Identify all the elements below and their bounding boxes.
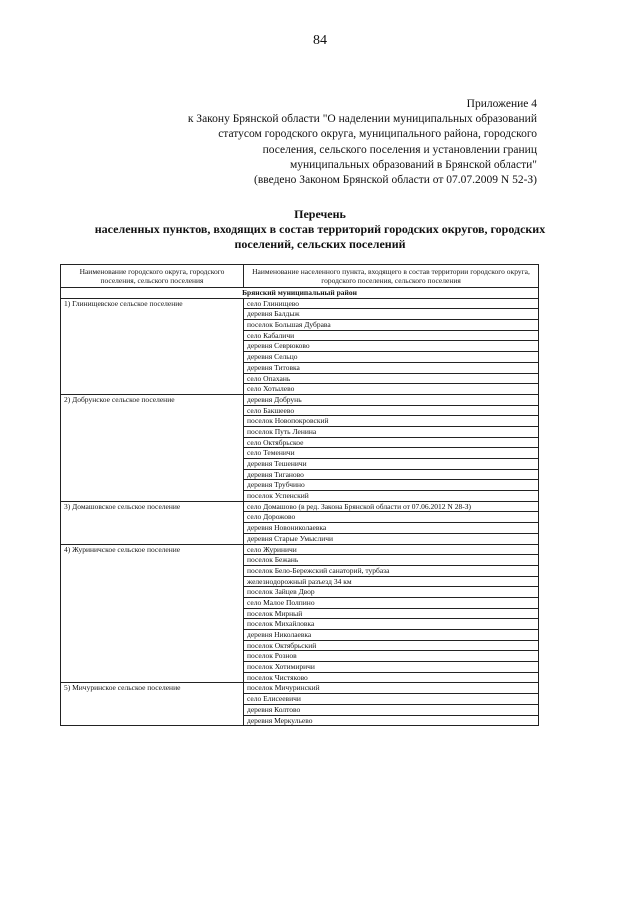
place-name: село Елисеевичи — [244, 694, 539, 705]
appendix-line: Приложение 4 — [466, 98, 537, 110]
place-name: поселок Успенский — [244, 491, 539, 502]
appendix-line: поселения, сельского поселения и установлении границ — [262, 143, 537, 156]
place-name: деревня Сельцо — [244, 352, 539, 363]
place-name: деревня Старые Умысличи — [244, 533, 539, 544]
district-row — [61, 288, 539, 299]
place-name: деревня Титовка — [244, 362, 539, 373]
place-name: село Октябрьское — [244, 437, 539, 448]
table-row — [61, 544, 539, 555]
place-name: поселок Новопокровский — [244, 416, 539, 427]
place-name: село Глинищево — [244, 298, 539, 309]
place-name: село Малое Полпино — [244, 597, 539, 608]
place-name: поселок Большая Дубрава — [244, 320, 539, 331]
table-header-row — [61, 265, 539, 288]
place-name: село Опахань — [244, 373, 539, 384]
place-name: деревня Добрунь — [244, 394, 539, 405]
settlement-name: 5) Мичуринское сельское поселение — [61, 683, 244, 726]
header-place-column: Наименование населенного пункта, входящего в состав территории городского округа, городского поселения, сельского поселения — [244, 265, 539, 288]
place-name: поселок Хотимиричи — [244, 662, 539, 673]
place-name: деревня Балдыж — [244, 309, 539, 320]
title-line: поселений, сельских поселений — [234, 237, 406, 251]
place-name: село Бакшеево — [244, 405, 539, 416]
appendix-line: (введено Законом Брянской области от 07.07.2009 N 52-З) — [254, 174, 537, 187]
place-name: поселок Михайловка — [244, 619, 539, 630]
place-name: деревня Николаевка — [244, 630, 539, 641]
place-name: село Дорожово — [244, 512, 539, 523]
place-name: поселок Зайцев Двор — [244, 587, 539, 598]
settlements-table — [60, 264, 539, 726]
place-name: деревня Севрюково — [244, 341, 539, 352]
place-name: поселок Путь Ленина — [244, 426, 539, 437]
table-row — [61, 394, 539, 405]
district-name: Брянский муниципальный район — [61, 288, 539, 299]
place-name: поселок Бело-Бережский санаторий, турбаза — [244, 565, 539, 576]
place-name: село Теменичи — [244, 448, 539, 459]
place-name: деревня Колтово — [244, 704, 539, 715]
title-line: населенных пунктов, входящих в состав территорий городских округов, городских — [94, 222, 546, 236]
place-name: поселок Чистяково — [244, 672, 539, 683]
place-name: село Хотылево — [244, 384, 539, 395]
settlement-name: 4) Журиничское сельское поселение — [61, 544, 244, 683]
place-name: село Кабаличи — [244, 330, 539, 341]
table-row — [61, 298, 539, 309]
place-name: железнодорожный разъезд 34 км — [244, 576, 539, 587]
place-name: деревня Новониколаевка — [244, 523, 539, 534]
place-name: поселок Октябрьский — [244, 640, 539, 651]
table-row — [61, 683, 539, 694]
appendix-header — [117, 97, 537, 188]
place-name: деревня Тешеничи — [244, 459, 539, 470]
place-name: поселок Рознов — [244, 651, 539, 662]
appendix-line: статусом городского округа, муниципального района, городского — [218, 128, 537, 141]
table-body — [61, 288, 539, 726]
place-name: село Домашово (в ред. Закона Брянской области от 07.06.2012 N 28-З) — [244, 501, 539, 512]
place-name: село Журиничи — [244, 544, 539, 555]
place-name: деревня Трубчино — [244, 480, 539, 491]
title-line: Перечень — [294, 207, 346, 221]
settlement-name: 3) Домашовское сельское поселение — [61, 501, 244, 544]
table-row — [61, 501, 539, 512]
place-name: деревня Тиганово — [244, 469, 539, 480]
place-name: поселок Бежань — [244, 555, 539, 566]
document-title — [60, 207, 580, 252]
place-name: поселок Мичуринский — [244, 683, 539, 694]
appendix-line: к Закону Брянской области "О наделении муниципальных образований — [187, 113, 537, 126]
settlement-name: 2) Добрунское сельское поселение — [61, 394, 244, 501]
settlement-name: 1) Глинищевское сельское поселение — [61, 298, 244, 394]
place-name: деревня Меркульево — [244, 715, 539, 726]
page-number: 84 — [313, 33, 327, 48]
header-settlement-column: Наименование городского округа, городского поселения, сельского поселения — [61, 265, 244, 288]
appendix-line: муниципальных образований в Брянской области" — [289, 158, 537, 171]
place-name: поселок Мирный — [244, 608, 539, 619]
